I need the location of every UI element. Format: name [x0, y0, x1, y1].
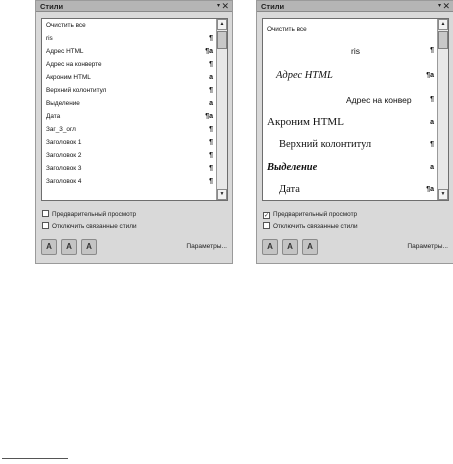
pane-title: Стили [261, 2, 285, 11]
new-style-icon: A [46, 242, 52, 251]
style-item-label: Верхний колонтитул [279, 139, 372, 150]
style-inspector-button[interactable] [282, 239, 298, 255]
style-item-label: Верхний колонтитул [46, 87, 107, 94]
preview-option[interactable] [263, 210, 357, 220]
styles-list[interactable] [262, 18, 449, 201]
style-inspector-button[interactable] [61, 239, 77, 255]
style-item-label: Адрес на конверте [46, 61, 102, 68]
style-item[interactable] [42, 85, 216, 98]
style-inspector-icon: A [66, 242, 72, 251]
style-item-label: Выделение [46, 100, 80, 107]
style-item[interactable] [263, 68, 437, 84]
preview-label: Предварительный просмотр [273, 211, 358, 218]
manage-styles-icon: A [307, 242, 313, 251]
preview-option[interactable] [42, 210, 136, 220]
style-item[interactable] [263, 44, 437, 58]
manage-styles-button[interactable] [302, 239, 318, 255]
manage-styles-icon: A [86, 242, 92, 251]
scroll-thumb[interactable] [217, 31, 227, 49]
styles-pane-left [35, 0, 233, 264]
paragraph-style-icon: ¶ [209, 87, 213, 94]
style-item-label: Заголовок 2 [46, 152, 82, 159]
styles-pane-right [256, 0, 453, 264]
style-item-label: Очистить все [267, 26, 307, 33]
style-item-label: Дата [46, 113, 61, 120]
style-item-clear-all[interactable] [263, 25, 437, 35]
linked-style-icon: ¶a [205, 48, 213, 55]
style-item[interactable] [42, 150, 216, 163]
style-item[interactable] [263, 93, 437, 107]
scroll-up-icon[interactable]: ▲ [438, 19, 448, 30]
style-inspector-icon: A [287, 242, 293, 251]
style-item-label: Акроним HTML [46, 74, 91, 81]
disable-linked-option[interactable] [263, 222, 358, 232]
style-item-label: ris [46, 35, 53, 42]
style-item[interactable] [42, 59, 216, 72]
style-item-clear-all[interactable] [42, 20, 216, 33]
style-item-label: Заголовок 4 [46, 178, 82, 185]
list-scrollbar[interactable] [437, 19, 448, 200]
style-item-label: Адрес HTML [276, 70, 333, 81]
style-item-label: ris [351, 46, 360, 56]
style-item[interactable] [42, 137, 216, 150]
character-style-icon: a [209, 74, 213, 81]
pane-close-icon[interactable]: ✕ [221, 1, 229, 11]
styles-list[interactable] [41, 18, 228, 201]
paragraph-style-icon: ¶ [209, 126, 213, 133]
style-item-label: Адрес на конвер [346, 95, 412, 105]
paragraph-style-icon: ¶ [209, 61, 213, 68]
disable-linked-label: Отключить связанные стили [52, 223, 137, 230]
style-item[interactable] [263, 182, 437, 198]
style-item-label: Адрес HTML [46, 48, 84, 55]
paragraph-style-icon: ¶ [209, 35, 213, 42]
paragraph-style-icon: ¶ [430, 47, 434, 54]
style-item[interactable] [42, 163, 216, 176]
style-item-label: Очистить все [46, 22, 86, 29]
paragraph-style-icon: ¶ [209, 139, 213, 146]
paragraph-style-icon: ¶ [209, 165, 213, 172]
style-item-label: Заголовок 3 [46, 165, 82, 172]
pane-menu-dropdown-icon[interactable]: ▾ [216, 3, 220, 9]
disable-linked-label: Отключить связанные стили [273, 223, 358, 230]
list-scrollbar[interactable] [216, 19, 227, 200]
scroll-down-icon[interactable]: ▼ [217, 189, 227, 200]
preview-checkbox[interactable]: ✓ [264, 213, 270, 219]
disable-linked-option[interactable] [42, 222, 137, 232]
character-style-icon: a [430, 119, 434, 126]
manage-styles-button[interactable] [81, 239, 97, 255]
style-item-label: Выделение [267, 162, 318, 173]
preview-checkbox[interactable] [42, 210, 49, 217]
style-item[interactable] [42, 176, 216, 189]
style-item[interactable] [42, 33, 216, 46]
paragraph-style-icon: ¶ [209, 152, 213, 159]
new-style-button[interactable] [262, 239, 278, 255]
linked-style-icon: ¶a [205, 113, 213, 120]
pane-titlebar [36, 1, 232, 12]
scroll-thumb[interactable] [438, 31, 448, 49]
pane-titlebar [257, 1, 453, 12]
new-style-button[interactable] [41, 239, 57, 255]
linked-style-icon: ¶a [426, 186, 434, 193]
disable-linked-checkbox[interactable] [263, 222, 270, 229]
options-link[interactable]: Параметры... [186, 243, 227, 250]
style-item[interactable] [263, 137, 437, 153]
style-item[interactable] [42, 72, 216, 85]
disable-linked-checkbox[interactable] [42, 222, 49, 229]
style-item-label: Заг_3_огл [46, 126, 76, 133]
options-link[interactable]: Параметры... [407, 243, 448, 250]
preview-label: Предварительный просмотр [52, 211, 137, 218]
style-item-label: Заголовок 1 [46, 139, 82, 146]
style-item[interactable] [263, 114, 437, 131]
scroll-up-icon[interactable]: ▲ [217, 19, 227, 30]
style-item[interactable] [263, 160, 437, 176]
style-item[interactable] [42, 98, 216, 111]
pane-title: Стили [40, 2, 64, 11]
style-item[interactable] [42, 46, 216, 59]
paragraph-style-icon: ¶ [430, 141, 434, 148]
style-item[interactable] [42, 111, 216, 124]
style-item-label: Акроним HTML [267, 116, 344, 128]
pane-close-icon[interactable]: ✕ [442, 1, 450, 11]
new-style-icon: A [267, 242, 273, 251]
linked-style-icon: ¶a [426, 72, 434, 79]
style-item[interactable] [42, 124, 216, 137]
paragraph-style-icon: ¶ [430, 96, 434, 103]
footnote-rule [2, 458, 68, 459]
paragraph-style-icon: ¶ [209, 178, 213, 185]
character-style-icon: a [430, 164, 434, 171]
scroll-down-icon[interactable]: ▼ [438, 189, 448, 200]
style-item-label: Дата [279, 184, 300, 195]
pane-menu-dropdown-icon[interactable]: ▾ [437, 3, 441, 9]
character-style-icon: a [209, 100, 213, 107]
